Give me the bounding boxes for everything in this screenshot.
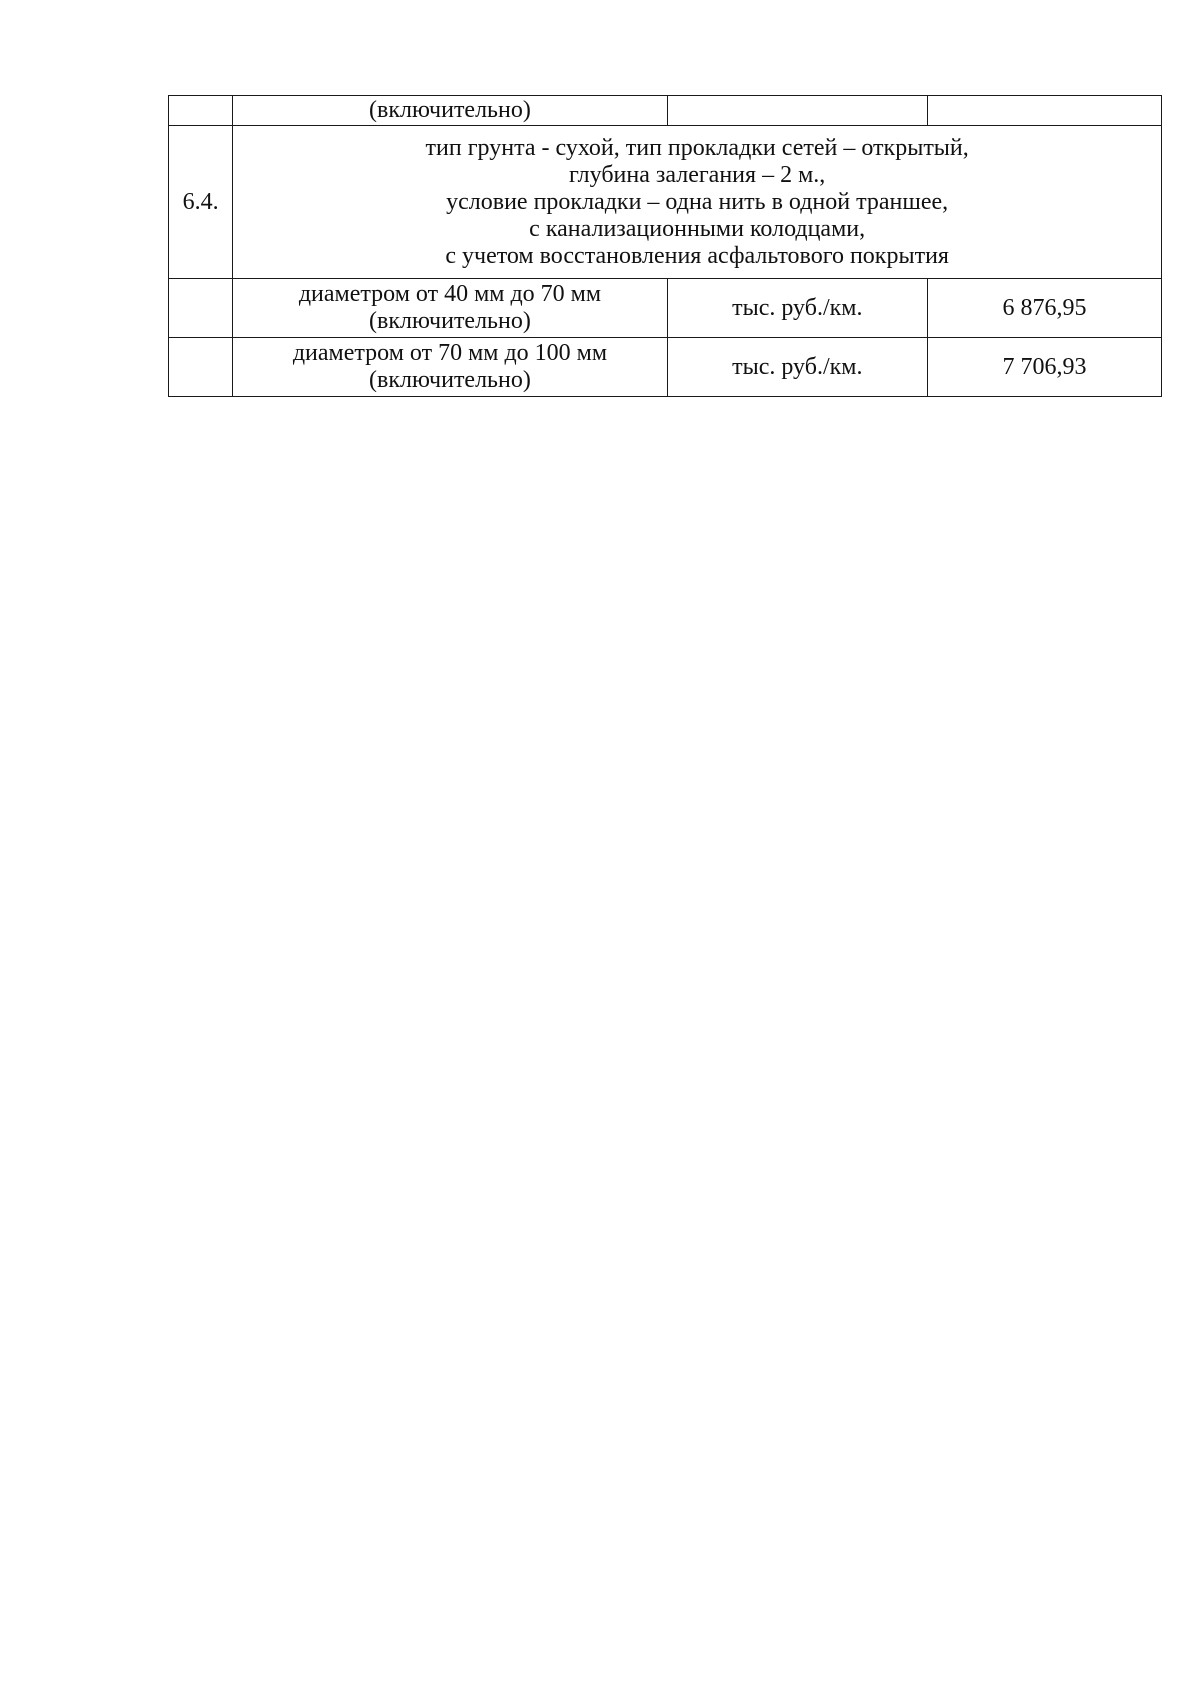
table-row (169, 279, 1162, 338)
tariff-table (168, 95, 1162, 397)
section-row (169, 126, 1162, 279)
row-number-cell (169, 338, 233, 397)
section-line: тип грунта - сухой, тип прокладки сетей – открытый, (425, 134, 969, 161)
row-number-cell (169, 96, 233, 126)
description-line: диаметром от 70 мм до 100 мм (292, 340, 608, 366)
section-number-cell: 6.4. (169, 126, 233, 279)
row-number-cell (169, 279, 233, 338)
section-line: с канализационными колодцами, (529, 215, 866, 242)
row-description-cell (233, 279, 667, 338)
section-line: условие прокладки – одна нить в одной траншее, (446, 188, 949, 215)
row-description-cell (233, 338, 667, 397)
description-line: (включительно) (369, 308, 531, 334)
row-unit-cell: тыс. руб./км. (667, 279, 927, 338)
section-description-cell (233, 126, 1162, 279)
table-row (169, 96, 1162, 126)
row-description-cell: (включительно) (233, 96, 667, 126)
table-row (169, 338, 1162, 397)
row-value-cell: 7 706,93 (927, 338, 1161, 397)
row-value-cell (927, 96, 1161, 126)
row-unit-cell: тыс. руб./км. (667, 338, 927, 397)
description-line: диаметром от 40 мм до 70 мм (298, 281, 602, 307)
section-line: глубина залегания – 2 м., (569, 161, 826, 188)
row-value-cell: 6 876,95 (927, 279, 1161, 338)
description-line: (включительно) (369, 367, 531, 393)
section-line: с учетом восстановления асфальтового покрытия (445, 242, 949, 269)
row-unit-cell (667, 96, 927, 126)
